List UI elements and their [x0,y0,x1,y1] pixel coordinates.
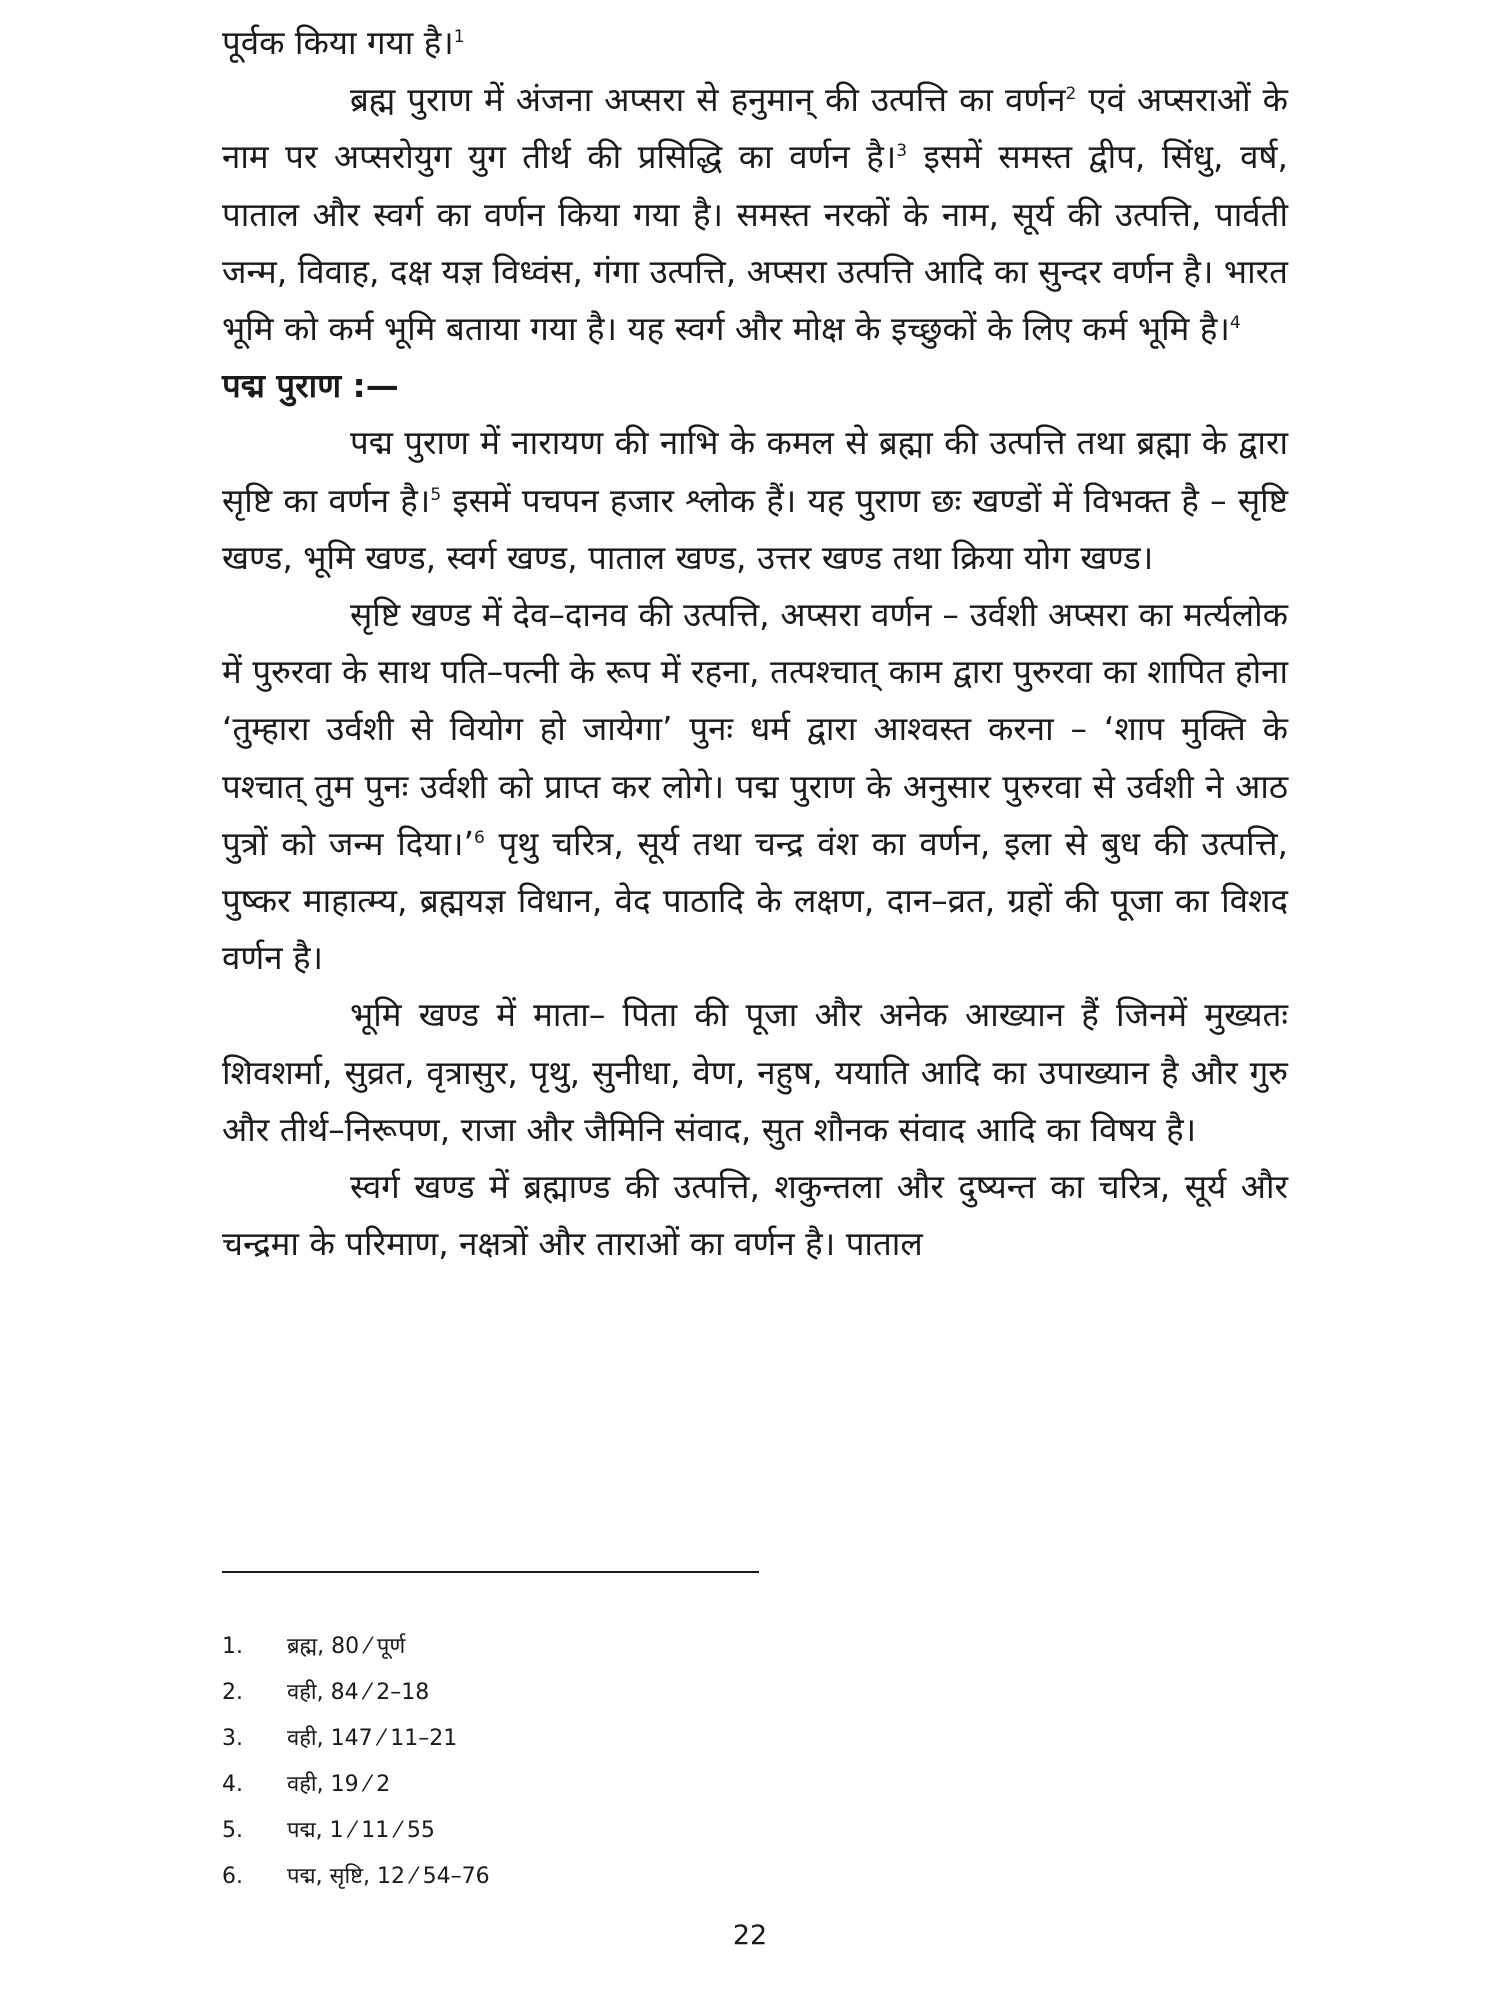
footnote-text: ब्रह्म, 80 ⁄ पूर्ण [287,1634,406,1659]
paragraph-srishti-khand [222,586,1288,986]
footnote-item [222,1808,1022,1854]
paragraph-text: एवं अप्सराओं के नाम पर अप्सरोयुग युग तीर्थ की प्रसिद्धि का वर्णन है। [222,80,1289,177]
paragraph-brahma-purana [222,71,1288,357]
paragraph-text: ब्रह्म पुराण में अंजना अप्सरा से हनुमान् की उत्पत्ति का वर्णन [350,80,1066,120]
footnote-marker: 4 [1229,313,1241,334]
paragraph-padma-purana-intro [222,414,1288,586]
footnote-list [222,1624,1022,1900]
footnote-item [222,1624,1022,1670]
footnote-marker: 1 [453,27,465,47]
paragraph-text: इसमें पचपन हजार श्लोक हैं। यह पुराण छः खण्डों में विभक्त है – सृष्टि खण्ड, भूमि खण्ड, स्वर्ग खण्ड, पाताल खण्ड, उत्तर खण्ड तथा क्रिया योग खण्ड। [222,480,1288,577]
footnote-number: 1. [222,1634,243,1659]
paragraph-text: पृथु चरित्र, सूर्य तथा चन्द्र वंश का वर्णन, इला से बुध की उत्पत्ति, पुष्कर माहात्म्य, ब्रह्मयज्ञ विधान, वेद पाठादि के लक्षण, दान–व्रत, ग्रहों की पूजा का विशद वर्णन है। [222,823,1288,978]
footnote-text: वही, 84 ⁄ 2–18 [287,1680,430,1705]
footnote-number: 3. [222,1726,243,1751]
section-heading: पद्म पुराण :— [222,366,399,406]
footnote-number: 5. [222,1818,243,1843]
footnote-item [222,1854,1022,1900]
footnote-marker: 6 [474,827,485,848]
paragraph-text: इसमें समस्त द्वीप, सिंधु, वर्ष, पाताल और स्वर्ग का वर्णन किया गया है। समस्त नरकों के नाम, सूर्य की उत्पत्ति, पार्वती जन्म, विवाह, दक्ष यज्ञ विध्वंस, गंगा उत्पत्ति, अप्सरा उत्पत्ति आदि का सुन्दर वर्णन है। भारत भूमि को कर्म भूमि बताया गया है। यह स्वर्ग और मोक्ष के इच्छुकों के लिए कर्म भूमि है। [222,137,1288,349]
footnote-marker: 2 [1065,84,1077,105]
footnote-item [222,1670,1022,1716]
paragraph-continuation [222,14,1288,71]
paragraph-text: पूर्वक किया गया है। [222,23,454,62]
page-number: 22 [732,1920,768,1951]
paragraph-text: पद्म पुराण में नारायण की नाभि के कमल से ब्रह्मा की उत्पत्ति तथा ब्रह्मा के द्वारा सृष्टि का वर्णन है। [222,423,1288,520]
paragraph-bhumi-khand: भूमि खण्ड में माता– पिता की पूजा और अनेक आख्यान हैं जिनमें मुख्यतः शिवशर्मा, सुव्रत, वृत्रासुर, पृथु, सुनीधा, वेण, नहुष, ययाति आदि का उपाख्यान है और गुरु और तीर्थ–निरूपण, राजा और जैमिनि संवाद, सुत शौनक संवाद आदि का विषय है। [222,995,1288,1149]
paragraph-svarga-khand: स्वर्ग खण्ड में ब्रह्माण्ड की उत्पत्ति, शकुन्तला और दुष्यन्त का चरित्र, सूर्य और चन्द्रमा के परिमाण, नक्षत्रों और ताराओं का वर्णन है। पाताल [222,1167,1288,1264]
footnote-item [222,1762,1022,1808]
footnote-text: पद्म, सृष्टि, 12 ⁄ 54–76 [287,1864,490,1889]
footnote-number: 2. [222,1680,243,1705]
footnote-text: पद्म, 1 ⁄ 11 ⁄ 55 [287,1818,435,1843]
footnote-number: 4. [222,1772,243,1797]
body-text [222,14,1288,1272]
footnote-divider [222,1571,759,1573]
paragraph-text: सृष्टि खण्ड में देव–दानव की उत्पत्ति, अप्सरा वर्णन – उर्वशी अप्सरा का मर्त्यलोक में पुरुरवा के साथ पति–पत्नी के रूप में रहना, तत्पश्चात् काम द्वारा पुरुरवा का शापित होना ‘तुम्हारा उर्वशी से वियोग हो जायेगा’ पुनः धर्म द्वारा आश्वस्त करना – ‘शाप मुक्ति के पश्चात् तुम पुनः उर्वशी को प्राप्त कर लोगे। पद्म पुराण के अनुसार पुरुरवा से उर्वशी ने आठ पुत्रों को जन्म दिया।’ [222,595,1288,863]
footnote-marker: 3 [896,141,908,162]
footnote-number: 6. [222,1864,243,1889]
footnote-item [222,1716,1022,1762]
footnote-marker: 5 [430,484,442,505]
footnote-text: वही, 147 ⁄ 11–21 [287,1726,458,1751]
footnote-text: वही, 19 ⁄ 2 [287,1772,391,1797]
